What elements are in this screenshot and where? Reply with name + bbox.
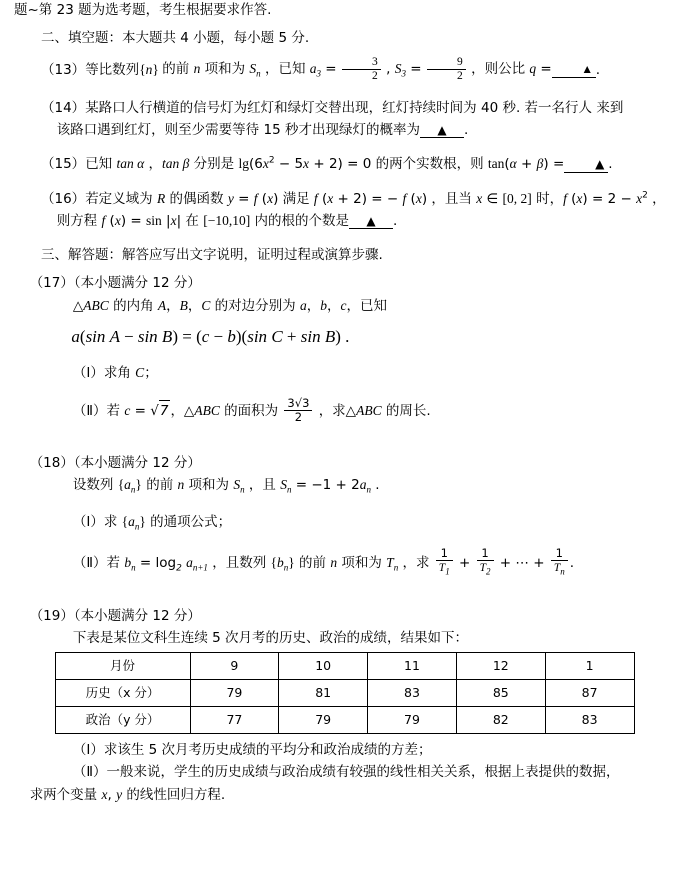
q14-line1: 某路口人行横道的信号灯为红灯和绿灯交替出现，红灯持续时间为 40 秒. 若一名行人 来到 <box>85 99 624 116</box>
question-19-part1 <box>0 740 689 760</box>
q16-number: （16） <box>41 190 86 207</box>
question-19-part2-line1 <box>0 762 689 782</box>
q18-part1: （Ⅰ）求 $\{a_n\}$ 的通项公式； <box>72 513 232 532</box>
table-cell: 85 <box>456 680 545 707</box>
q17-part2-a: （Ⅱ）若 c = <box>72 403 146 420</box>
q13-text-e: ，则公比 q = <box>471 61 552 78</box>
q15-text: 已知 tan α ，tan β 分别是 $\lg(6x^2 - 5x + 2) = 0$ 的两个实数根，则 tan(α + β) = <box>85 155 565 173</box>
question-14-line1 <box>0 98 689 118</box>
q19-line1: 下表是某位文科生连续 5 次月考的历史、政治的成绩，结果如下： <box>72 629 469 646</box>
q14-answer-blank: ▲ <box>420 124 464 138</box>
sqrt-icon: √ <box>150 403 159 420</box>
table-cell: 12 <box>456 653 545 680</box>
q18-line1: 设数列 $\{a_n\}$ 的前 n 项和为 $S_n$ ，且 $S_n = -1 + 2a_n$ . <box>72 477 380 496</box>
q13-text-b: 的前 n 项和为 $S_n$ ，已知 $a_3$ = <box>162 61 337 79</box>
question-13: （13）等比数列{n} 的前 n 项和为 $S_n$ ，已知 $a_3$ = $\frac{3}{2}$ , $S_3$ = $\frac{9}{2}$ ，则公比 q = ▲ . <box>41 55 601 82</box>
section2-heading <box>0 28 689 48</box>
q13-number: （13） <box>41 61 86 78</box>
q18-number: （18）（本小题满分 12 分） <box>29 455 201 472</box>
section3-heading <box>0 245 689 265</box>
table-row <box>55 707 634 734</box>
q13-answer-blank: ▲ <box>552 63 596 77</box>
question-17-line1 <box>0 296 689 316</box>
q17-equation: a(sin A − sin B) = (c − b)(sin C + sin B) . <box>71 326 350 346</box>
q13-frac-1: $\frac{3}{2}$ <box>342 56 381 83</box>
table-row-header: 政治（y 分） <box>55 707 190 734</box>
question-14-line2 <box>0 120 689 140</box>
table-row <box>55 680 634 707</box>
q13-text-d: , $S_3$ = <box>386 61 422 79</box>
question-18-line1 <box>0 475 689 497</box>
scores-table <box>55 652 635 734</box>
q19-part2-line1: （Ⅱ）一般来说，学生的历史成绩与政治成绩有较强的线性相关关系，根据上表提供的数据， <box>72 764 620 781</box>
table-cell: 79 <box>190 680 279 707</box>
table-cell: 77 <box>190 707 279 734</box>
question-17-number <box>0 273 689 293</box>
question-18-number <box>0 453 689 473</box>
q18-frac-2: $\frac{1}{T_2}$ <box>477 547 494 577</box>
question-16-line1 <box>0 189 689 209</box>
q18-period: . <box>569 554 575 571</box>
q18-ellipsis: + ⋯ + <box>499 554 545 571</box>
table-cell: 83 <box>545 707 634 734</box>
q19-part2-line2: 求两个变量 x, y 的线性回归方程. <box>29 786 226 803</box>
question-19-part2-line2 <box>0 785 689 805</box>
question-18-part1 <box>0 512 689 534</box>
question-15 <box>0 154 689 174</box>
section3-heading-text: 三、解答题：解答应写出文字说明，证明过程或演算步骤. <box>41 247 383 264</box>
table-row-header: 历史（x 分） <box>55 680 190 707</box>
table-cell: 82 <box>456 707 545 734</box>
intro-line <box>0 0 689 20</box>
table-row <box>55 653 634 680</box>
q17-part2-c: ，求△ABC 的周长. <box>318 403 431 420</box>
table-cell: 79 <box>279 707 368 734</box>
q13-frac-2: $\frac{9}{2}$ <box>427 56 466 83</box>
q19-part1: （Ⅰ）求该生 5 次月考历史成绩的平均分和政治成绩的方差； <box>72 742 432 759</box>
question-19-line1 <box>0 628 689 648</box>
q18-frac-1: $\frac{1}{T_1}$ <box>436 547 453 577</box>
section2-heading-text: 二、填空题：本大题共 4 小题，每小题 5 分. <box>41 30 310 47</box>
table-cell: 11 <box>368 653 457 680</box>
q16-line2-c: . <box>393 212 398 229</box>
q17-area-frac: $\frac{3√3}{2}$ <box>284 397 312 424</box>
q15-period: . <box>608 156 613 173</box>
table-cell: 79 <box>368 707 457 734</box>
table-cell: 81 <box>279 680 368 707</box>
table-cell: 10 <box>279 653 368 680</box>
q18-plus-1: + <box>458 554 471 571</box>
q16-line2-a: 则方程 f (x) = sin |x| 在 [−10,10] 内的根的个数是 <box>56 212 350 229</box>
q19-number: （19）（本小题满分 12 分） <box>29 607 201 624</box>
question-18-part2 <box>0 545 689 578</box>
q17-line1: △ABC 的内角 A，B，C 的对边分别为 a，b，c，已知 <box>72 297 387 314</box>
table-cell: 83 <box>368 680 457 707</box>
q14-line2-a: 该路口遇到红灯，则至少需要等待 15 秒才出现绿灯的概率为 <box>56 122 420 139</box>
question-16-line2 <box>0 211 689 231</box>
question-17-equation <box>0 324 689 350</box>
q13-period: . <box>595 61 601 78</box>
table-cell: 9 <box>190 653 279 680</box>
q14-line2-b: . <box>463 122 469 139</box>
q18-part2-a: （Ⅱ）若 $b_n = \log_2 a_{n+1}$ ，且数列 $\{b_n\}$ 的前 n 项和为 $T_n$ ，求 <box>72 554 430 574</box>
q13-text-a: 等比数列 <box>85 61 140 78</box>
question-17-part2 <box>0 395 689 425</box>
q16-answer-blank: ▲ <box>349 215 393 229</box>
q14-number: （14） <box>41 99 86 116</box>
q17-part1: （Ⅰ）求角 C； <box>72 365 158 382</box>
table-cell: 1 <box>545 653 634 680</box>
question-17-part1 <box>0 363 689 383</box>
q17-number: （17）（本小题满分 12 分） <box>29 275 201 292</box>
question-19-number <box>0 606 689 626</box>
q18-frac-n: $\frac{1}{T_n}$ <box>551 547 568 577</box>
q17-part2-b: ，△ABC 的面积为 <box>170 403 279 420</box>
q15-number: （15） <box>41 156 86 173</box>
table-row-header: 月份 <box>55 653 190 680</box>
q16-line1: 若定义域为 R 的偶函数 y = f (x) 满足 f (x + 2) = − f (x) ，且当 x ∈ [0, 2] 时，f $(x) = 2 - x^2$ ， <box>85 190 666 207</box>
intro-text: 题~第 23 题为选考题，考生根据要求作答. <box>14 2 272 18</box>
table-cell: 87 <box>545 680 634 707</box>
q17-sqrt-value: 7 <box>159 400 171 421</box>
q13-seq: {n <box>139 61 153 77</box>
q15-answer-blank: ▲ <box>564 158 608 172</box>
